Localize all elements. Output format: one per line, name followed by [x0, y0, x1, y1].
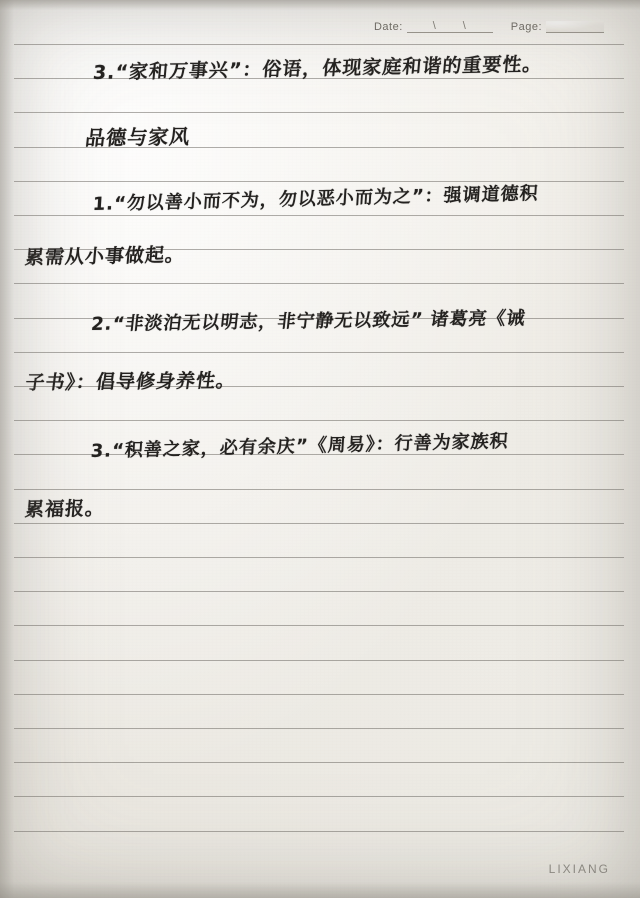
- rule-line: [14, 660, 624, 661]
- rule-line: [14, 44, 624, 45]
- page-label: Page:: [510, 21, 542, 33]
- date-separator-2: \: [462, 20, 467, 32]
- rule-line: [14, 283, 624, 284]
- rule-line: [14, 796, 624, 797]
- date-separator-1: \: [432, 20, 437, 32]
- rule-line: [14, 557, 624, 558]
- handwritten-line: 1.“勿以善小而不为，勿以恶小而为之”：强调道德积: [92, 183, 540, 215]
- rule-line: [14, 694, 624, 695]
- handwritten-line: 累福报。: [24, 497, 106, 521]
- handwritten-line: 3.“家和万事兴”：俗语，体现家庭和谐的重要性。: [92, 53, 544, 84]
- date-label: Date:: [373, 21, 403, 33]
- rule-line: [14, 625, 624, 626]
- handwritten-line: 累需从小事做起。: [24, 243, 186, 269]
- handwritten-line: 2.“非淡泊无以明志，非宁静无以致远” 诸葛亮《诫: [90, 307, 527, 335]
- rule-line: [14, 420, 624, 421]
- rule-line: [14, 489, 624, 490]
- rule-line: [14, 831, 624, 832]
- watermark-label: LIXIANG: [548, 862, 610, 876]
- handwritten-line: 3.“积善之家，必有余庆”《周易》：行善为家族积: [90, 430, 510, 462]
- rule-line: [14, 112, 624, 113]
- rule-line: [14, 728, 624, 729]
- page-left-shadow: [0, 0, 14, 898]
- handwritten-line: 子书》：倡导修身养性。: [24, 369, 238, 394]
- rule-line: [14, 762, 624, 763]
- handwritten-line: 品德与家风: [84, 124, 192, 150]
- rule-line: [14, 523, 624, 524]
- rule-line: [14, 591, 624, 592]
- rule-line: [14, 352, 624, 353]
